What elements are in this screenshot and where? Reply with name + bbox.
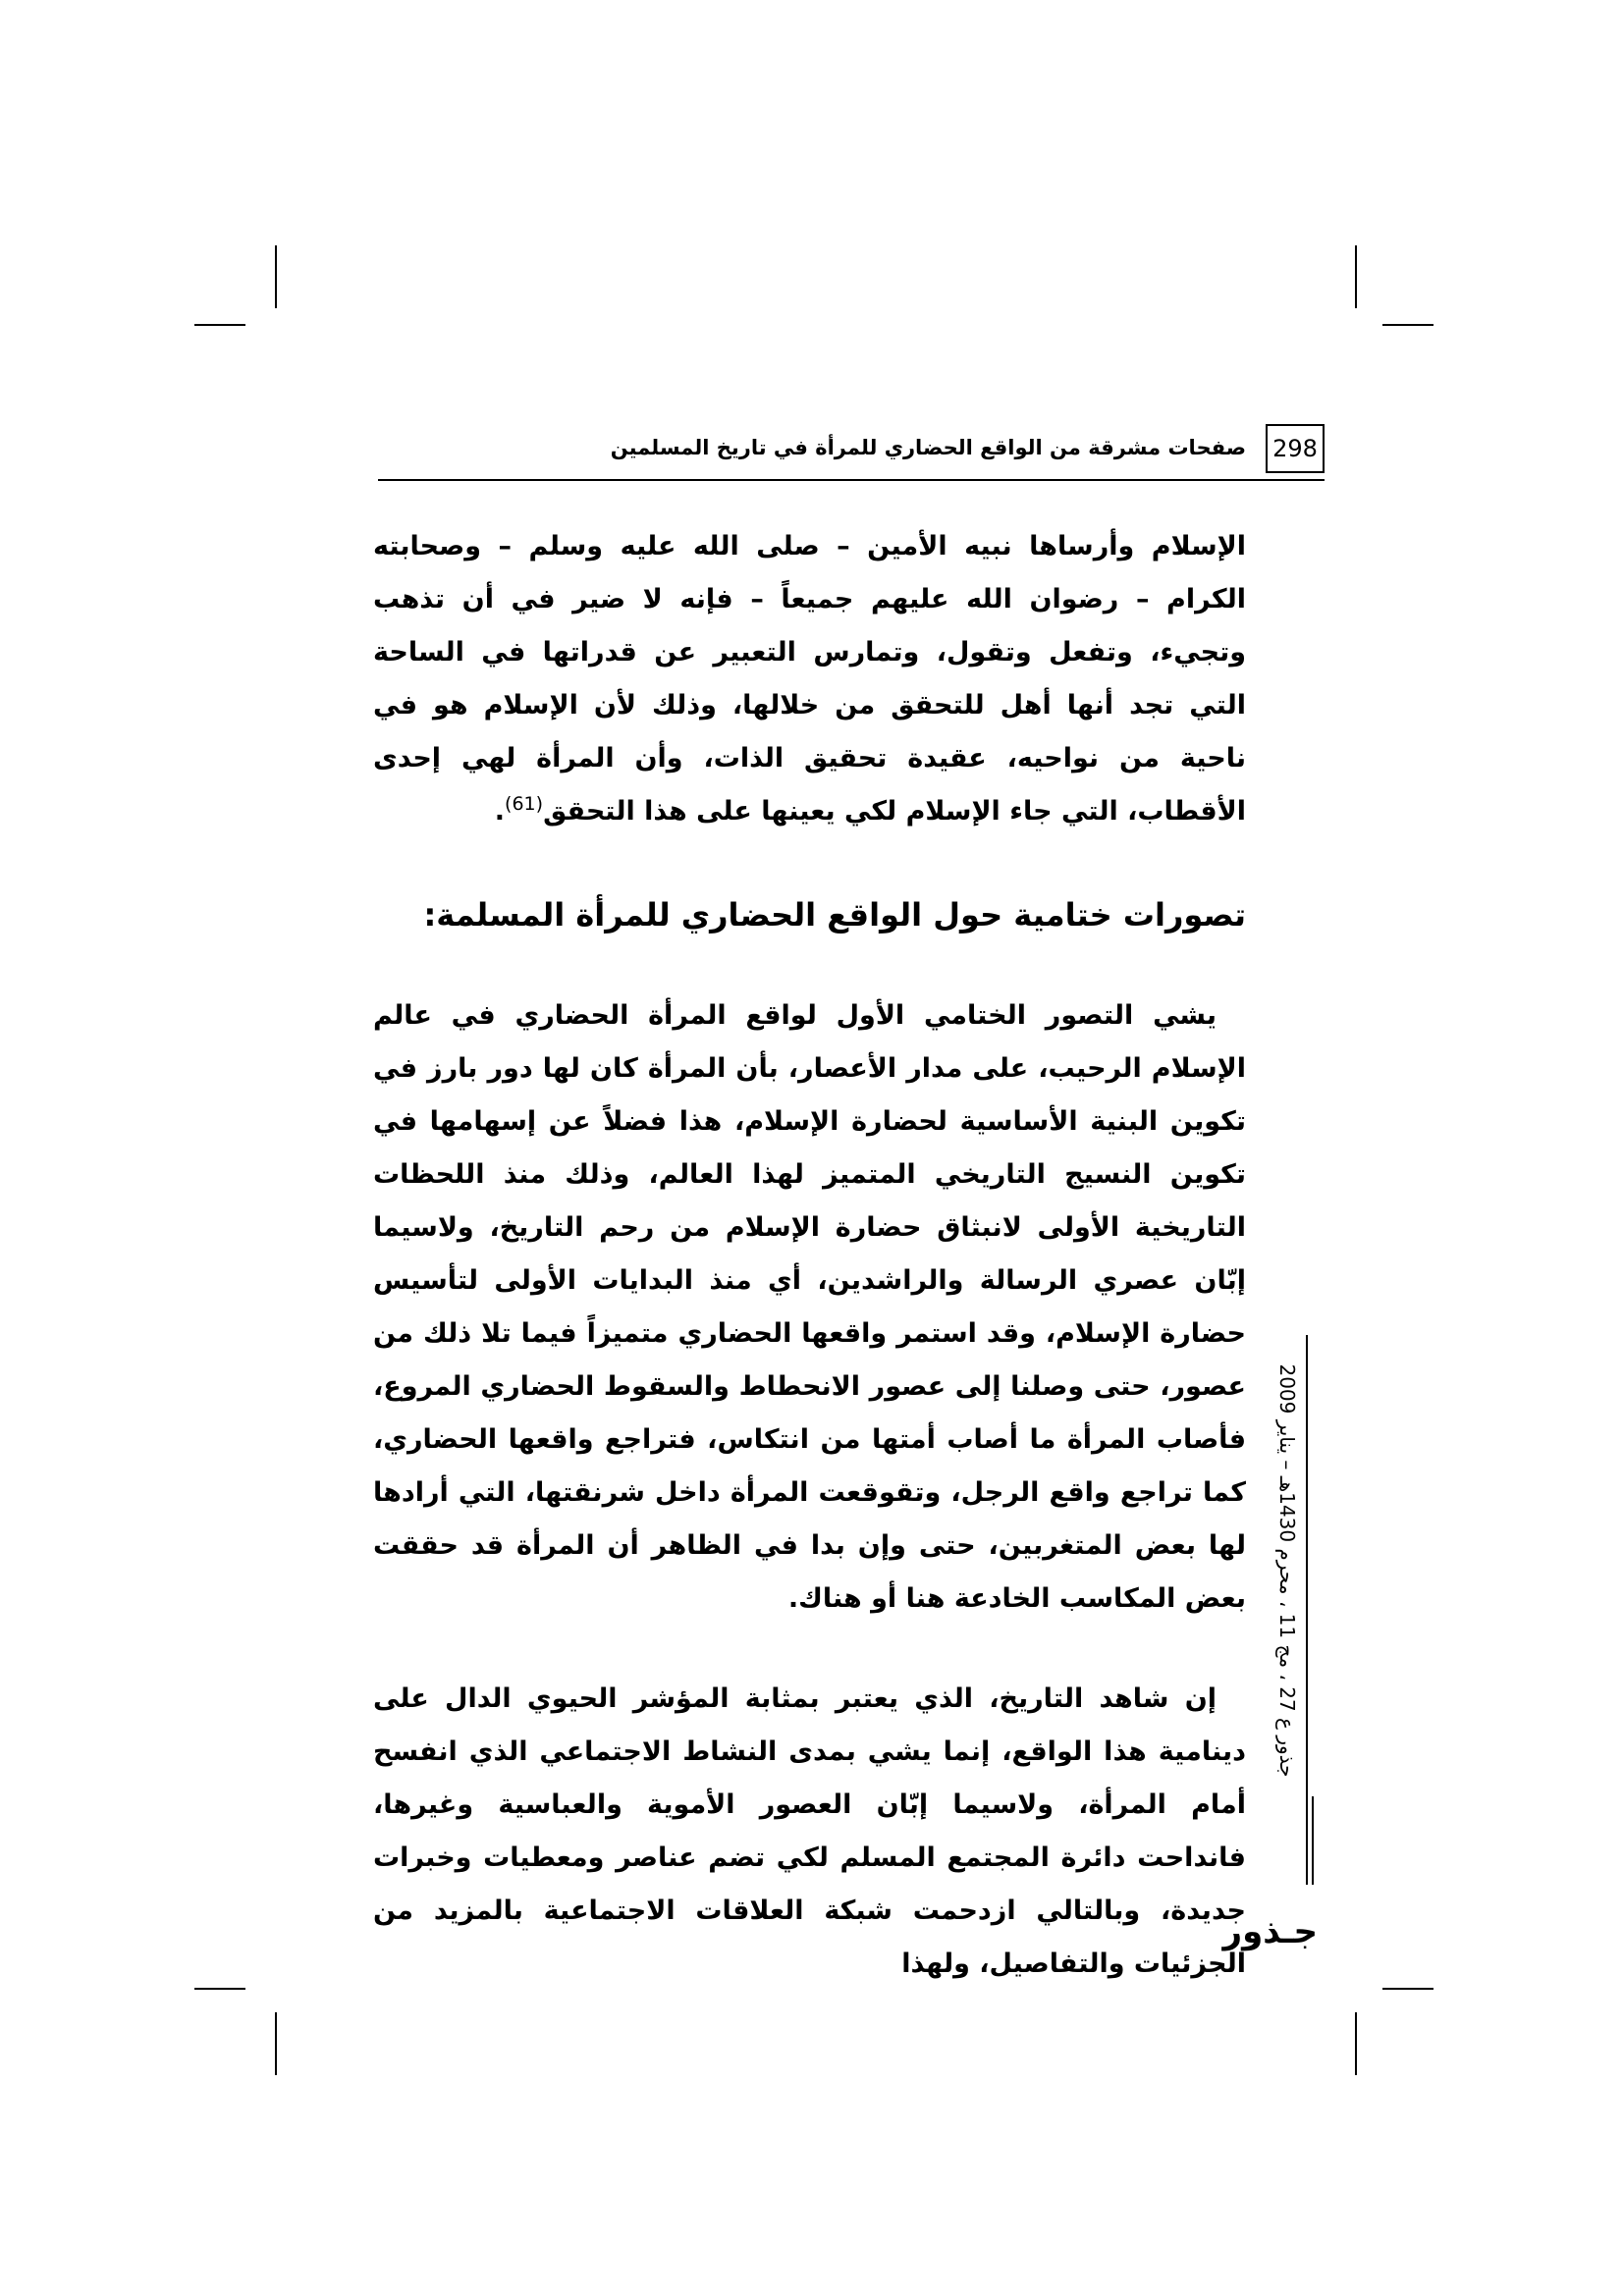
crop-mark-bottom-left-vertical: [275, 2012, 277, 2075]
page-number: 298: [1266, 424, 1325, 473]
sidebar-rule: [1306, 1335, 1308, 1885]
journal-info-sidebar: [1272, 1335, 1302, 1806]
footnote-reference: (61): [505, 793, 544, 815]
paragraph-3: إن شاهد التاريخ، الذي يعتبر بمثابة المؤشر الحيوي الدال على دينامية هذا الواقع، إنما يشي بمدى النشاط الاجتماعي الذي انفسح أمام المرأة، ولاسيما إبّان العصور الأموية والعباسية وغيرها، فانداحت دائرة المجتمع المسلم لكي تضم عناصر ومعطيات وخبرات جديدة، وبالتالي ازدحمت شبكة العلاقات الاجتماعية بالمزيد من الجزئيات والتفاصيل، ولهذا: [373, 1683, 1246, 1979]
paragraph-1-end: .: [494, 796, 506, 827]
crop-mark-bottom-right-horizontal: [1382, 1988, 1434, 1990]
crop-mark-bottom-left-horizontal: [194, 1988, 245, 1990]
crop-mark-top-right-horizontal: [1382, 324, 1434, 326]
paragraph-1: [373, 520, 1246, 838]
body-text: [373, 520, 1246, 1991]
header-rule: [378, 479, 1325, 481]
crop-mark-top-left-horizontal: [194, 324, 245, 326]
journal-issue-info: جذور ع 27 ، مج 11 ، محرم 1430هـ – يناير 2009: [1275, 1363, 1299, 1778]
paragraph-1-text: الإسلام وأرساها نبيه الأمين – صلى الله عليه وسلم – وصحابته الكرام – رضوان الله عليهم جميعاً – فإنه لا ضير في أن تذهب وتجيء، وتفعل وتقول، وتمارس التعبير عن قدراتها في الساحة التي تجد أنها أهل للتحقق من خلالها، وذلك لأن الإسلام هو في ناحية من نواحيه، عقيدة تحقيق الذات، وأن المرأة لهي إحدى الأقطاب، التي جاء الإسلام لكي يعينها على هذا التحقق: [373, 531, 1246, 827]
running-header: [373, 424, 1325, 483]
crop-mark-top-left-vertical: [275, 245, 277, 308]
crop-mark-top-right-vertical: [1355, 245, 1357, 308]
crop-mark-bottom-right-vertical: [1355, 2012, 1357, 2075]
journal-logo: جـذور: [1222, 1912, 1318, 1951]
sidebar-rule-secondary: [1312, 1796, 1314, 1885]
running-title: صفحات مشرقة من الواقع الحضاري للمرأة في تاريخ المسلمين: [610, 436, 1246, 459]
paragraph-2: يشي التصور الختامي الأول لواقع المرأة الحضاري في عالم الإسلام الرحيب، على مدار الأعصار، بأن المرأة كان لها دور بارز في تكوين البنية الأساسية لحضارة الإسلام، هذا فضلاً عن إسهامها في تكوين النسيج التاريخي المتميز لهذا العالم، وذلك منذ اللحظات التاريخية الأولى لانبثاق حضارة الإسلام من رحم التاريخ، ولاسيما إبّان عصري الرسالة والراشدين، أي منذ البدايات الأولى لتأسيس حضارة الإسلام، وقد استمر واقعها الحضاري متميزاً فيما تلا ذلك من عصور، حتى وصلنا إلى عصور الانحطاط والسقوط الحضاري المروع، فأصاب المرأة ما أصاب أمتها من انتكاس، فتراجع واقعها الحضاري، كما تراجع واقع الرجل، وتقوقعت المرأة داخل شرنقتها، التي أرادها لها بعض المتغربين، حتى وإن بدا في الظاهر أن المرأة قد حققت بعض المكاسب الخادعة هنا أو هناك.: [373, 1000, 1246, 1614]
section-heading: تصورات ختامية حول الواقع الحضاري للمرأة المسلمة:: [423, 896, 1246, 934]
